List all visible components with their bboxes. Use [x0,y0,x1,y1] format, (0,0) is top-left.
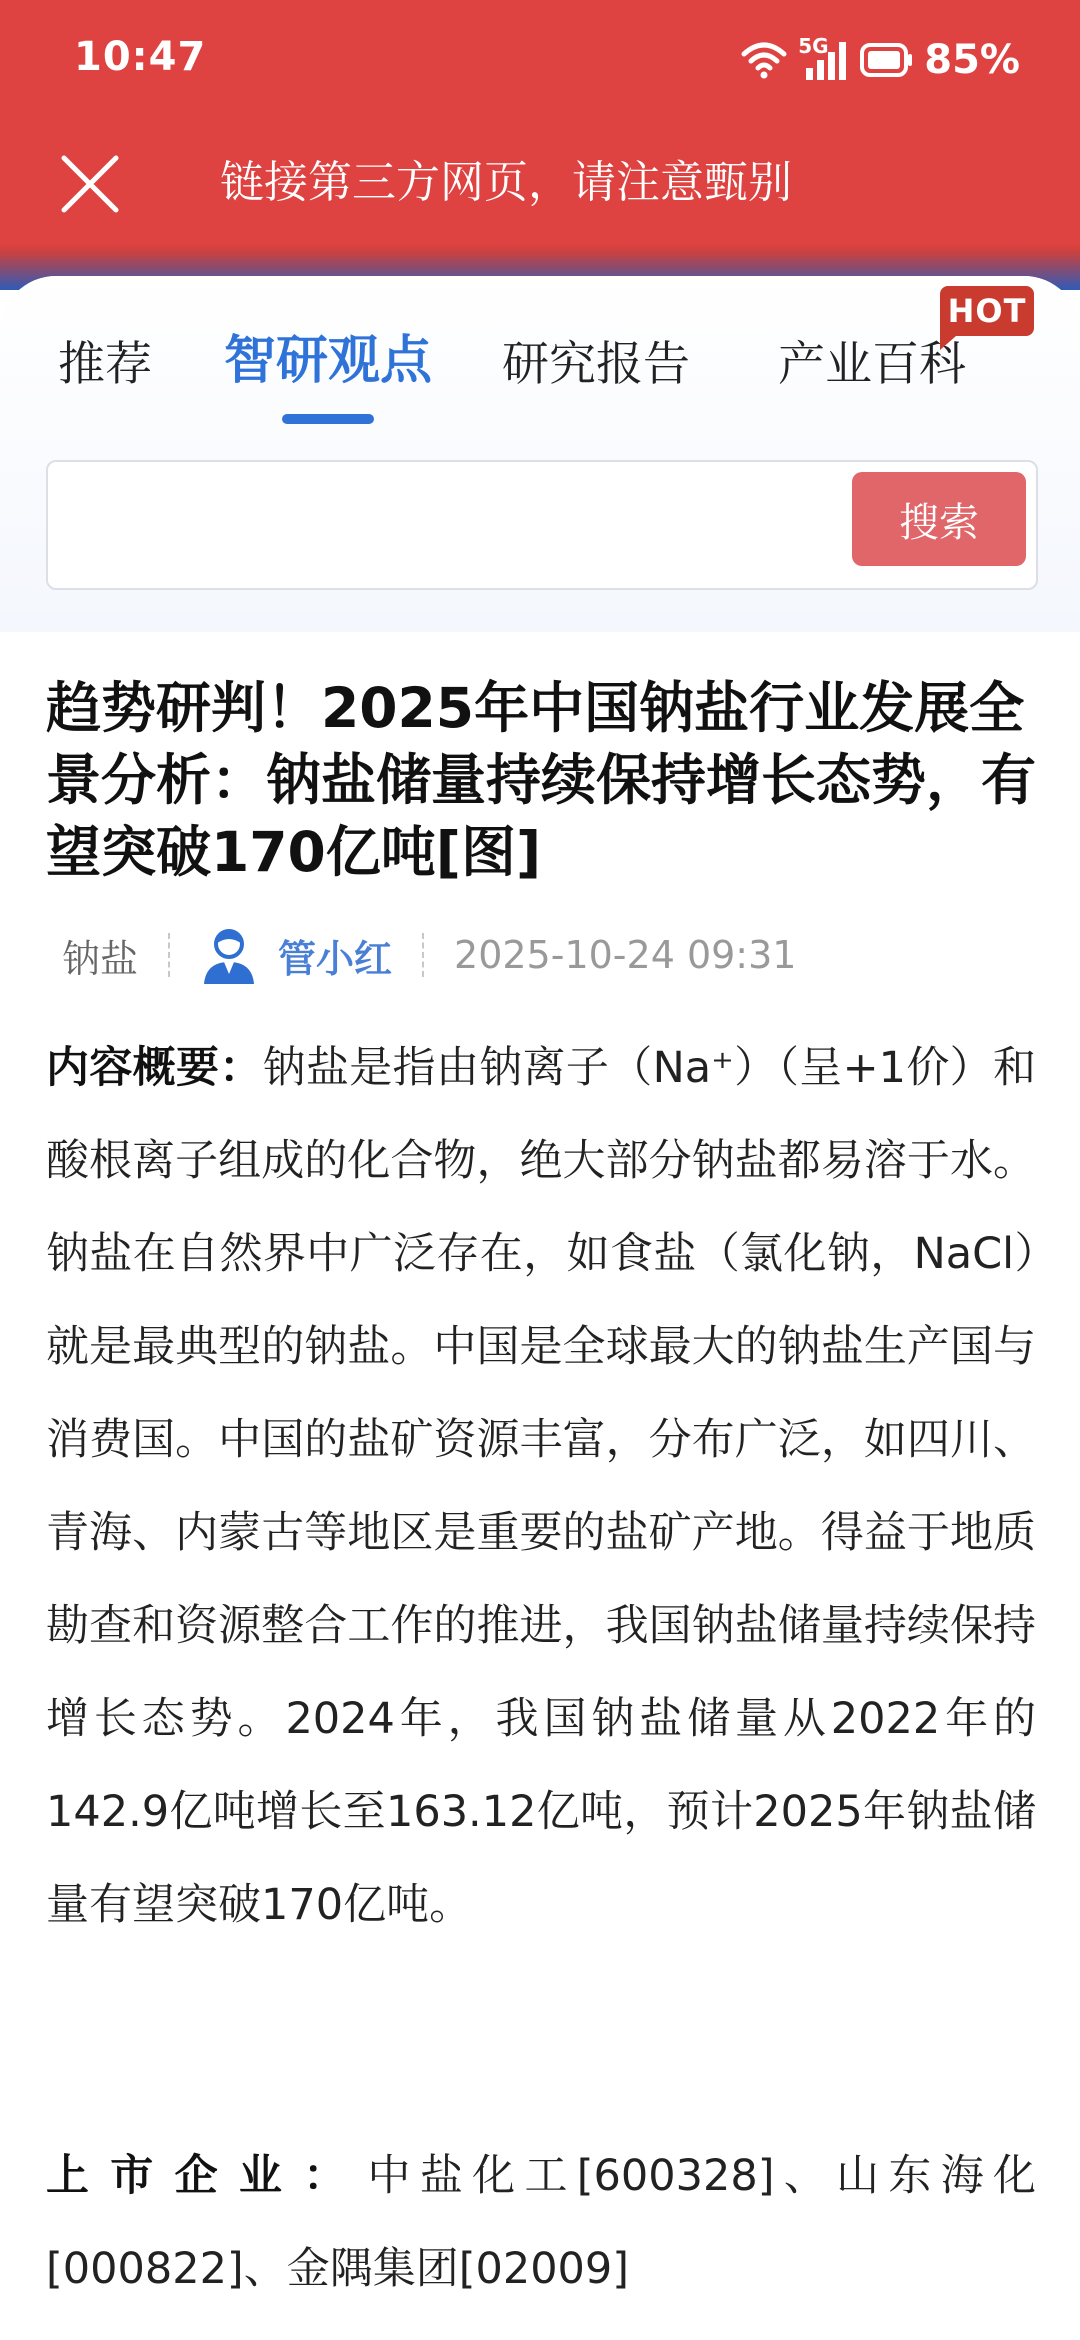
article-title: 趋势研判！2025年中国钠盐行业发展全景分析：钠盐储量持续保持增长态势，有望突破170亿吨[图] [46,676,1037,884]
status-icons [740,34,1020,86]
status-time: 10:47 [74,34,207,80]
article-date: 2025-10-24 09:31 [454,933,797,977]
hot-badge: HOT [940,286,1034,336]
summary-text: 钠盐是指由钠离子（Na⁺）（呈+1价）和酸根离子组成的化合物，绝大部分钠盐都易溶于水。钠盐在自然界中广泛存在，如食盐（氯化钠，NaCl）就是最典型的钠盐。中国是全球最大的钠盐生产国与消费国。中国的盐矿资源丰富，分布广泛，如四川、青海、内蒙古等地区是重要的盐矿产地。得益于地质勘查和资源整合工作的推进，我国钠盐储量持续保持增长态势。2024年，我国钠盐储量从2022年的142.9亿吨增长至163.12亿吨，预计2025年钠盐储量有望突破170亿吨。 [46,1043,1036,1930]
battery-icon [860,43,914,77]
search-button[interactable]: 搜索 [852,472,1026,566]
companies-label: 上市企业： [46,2151,368,2201]
article-summary [46,1022,1036,1952]
summary-label: 内容概要： [46,1043,263,1093]
article-meta [46,916,1036,994]
author-avatar-icon [200,924,258,986]
network-type-label: 5G [798,34,829,58]
third-party-notice: 链接第三方网页，请注意甄别 [220,157,792,208]
tab-industry-encyclopedia[interactable]: 产业百科 [778,337,966,392]
meta-divider [168,933,170,977]
article-tag[interactable]: 钠盐 [62,936,139,981]
tab-zhiyan-viewpoint[interactable]: 智研观点 [224,331,433,391]
article-author[interactable]: 管小红 [278,936,393,981]
active-tab-indicator [282,414,374,424]
companies-text: 中盐化工[600328]、山东海化[000822]、金隅集团[02009] [46,2151,1037,2294]
search-bar [46,460,1038,590]
tab-research-report[interactable]: 研究报告 [502,337,690,392]
signal-icon [798,34,850,82]
meta-divider [422,933,424,977]
wifi-icon [740,40,788,80]
listed-companies [46,2130,1036,2316]
close-button[interactable] [54,148,126,220]
battery-level: 85% [924,37,1020,83]
search-input[interactable] [68,482,852,570]
close-icon [60,154,120,214]
tab-recommend[interactable]: 推荐 [58,337,152,392]
